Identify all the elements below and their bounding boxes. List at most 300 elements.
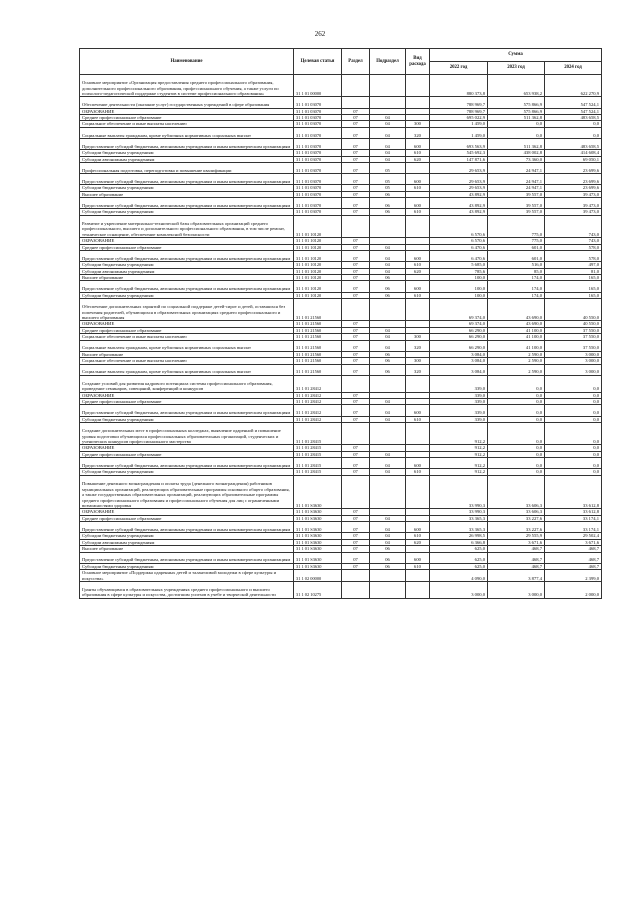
row-section-cell: 07 — [342, 392, 370, 398]
table-row — [80, 174, 602, 185]
row-value-2023-cell: 2 590,0 — [488, 358, 545, 364]
row-name-cell: Субсидии автономным учреждениям — [80, 539, 294, 545]
row-value-2024-cell: 37 550,0 — [545, 327, 602, 333]
table-row — [80, 340, 602, 351]
row-value-2024-cell: 0,0 — [545, 458, 602, 469]
row-expense-type-cell: 610 — [406, 416, 430, 422]
row-value-2024-cell: 578,0 — [545, 250, 602, 261]
row-subsection-cell: 04 — [370, 250, 406, 261]
row-section-cell: 07 — [342, 340, 370, 351]
row-expense-type-cell: 600 — [406, 552, 430, 563]
row-value-2022-cell: 26 998,5 — [430, 533, 488, 539]
row-expense-type-cell: 610 — [406, 469, 430, 475]
row-value-2022-cell: 912,2 — [430, 469, 488, 475]
row-name-cell: Предоставление субсидий бюджетным, автономным учреждениям и иным некоммерческим организациям — [80, 198, 294, 209]
row-target-cell: 31 1 01 10120 — [294, 262, 342, 268]
row-target-cell: 31 1 01 28412 — [294, 398, 342, 404]
row-subsection-cell: 06 — [370, 358, 406, 364]
row-value-2022-cell: 6 470,6 — [430, 244, 488, 250]
table-row — [80, 215, 602, 237]
row-subsection-cell: 04 — [370, 268, 406, 274]
row-section-cell: 07 — [342, 321, 370, 327]
row-target-cell: 31 1 01 10120 — [294, 292, 342, 298]
row-value-2024-cell: 743,0 — [545, 215, 602, 237]
table-header — [80, 49, 602, 75]
table-row — [80, 127, 602, 138]
row-value-2024-cell: 29 502,4 — [545, 533, 602, 539]
row-value-2023-cell: 653 938,2 — [488, 75, 545, 97]
row-name-cell: Развитие и укрепление материально-технической базы образовательных организаций среднего профессионального, высшего и дополнительного профессионального образования, в том числе ремонт, техническое оснащение, обеспечение комплексной безопасности — [80, 215, 294, 237]
row-subsection-cell: 04 — [370, 539, 406, 545]
row-value-2022-cell: 33 990,3 — [430, 475, 488, 509]
row-name-cell: Среднее профессиональное образование — [80, 398, 294, 404]
row-expense-type-cell — [406, 75, 430, 97]
row-value-2024-cell: 497,0 — [545, 262, 602, 268]
row-target-cell: 31 1 01 03070 — [294, 138, 342, 149]
row-value-2024-cell: 23 699,6 — [545, 185, 602, 191]
row-name-cell: ОБРАЗОВАНИЕ — [80, 509, 294, 515]
row-subsection-cell: 04 — [370, 398, 406, 404]
row-target-cell: 31 1 01 03070 — [294, 97, 342, 108]
row-section-cell: 07 — [342, 398, 370, 404]
row-target-cell: 31 1 01 03070 — [294, 191, 342, 197]
row-value-2023-cell: 174,0 — [488, 274, 545, 280]
row-value-2023-cell: 2 590,0 — [488, 351, 545, 357]
row-expense-type-cell — [406, 215, 430, 237]
row-value-2022-cell: 545 692,3 — [430, 150, 488, 156]
row-target-cell: 31 1 01 03070 — [294, 198, 342, 209]
row-value-2023-cell: 24 947,1 — [488, 174, 545, 185]
row-expense-type-cell: 620 — [406, 539, 430, 545]
row-name-cell: Социальное обеспечение и иные выплаты населению — [80, 358, 294, 364]
row-section-cell: 07 — [342, 156, 370, 162]
row-target-cell: 31 1 01 28415 — [294, 422, 342, 444]
row-target-cell: 31 1 01 21560 — [294, 351, 342, 357]
row-value-2023-cell: 43 690,0 — [488, 298, 545, 320]
row-subsection-cell: 06 — [370, 274, 406, 280]
row-value-2024-cell: 0,0 — [545, 451, 602, 457]
row-expense-type-cell — [406, 475, 430, 509]
table-row — [80, 298, 602, 320]
row-section-cell: 07 — [342, 121, 370, 127]
row-section-cell: 07 — [342, 509, 370, 515]
table-row — [80, 458, 602, 469]
row-expense-type-cell: 300 — [406, 334, 430, 340]
table-row — [80, 552, 602, 563]
row-section-cell — [342, 475, 370, 509]
row-subsection-cell — [370, 570, 406, 582]
row-name-cell: Среднее профессиональное образование — [80, 515, 294, 521]
row-name-cell: ОБРАЗОВАНИЕ — [80, 108, 294, 114]
row-value-2024-cell: 3 000,0 — [545, 351, 602, 357]
row-expense-type-cell — [406, 298, 430, 320]
table-row — [80, 162, 602, 173]
row-expense-type-cell: 610 — [406, 292, 430, 298]
row-section-cell: 07 — [342, 451, 370, 457]
row-target-cell: 31 1 01 03070 — [294, 108, 342, 114]
row-target-cell: 31 1 01 21560 — [294, 364, 342, 375]
row-value-2022-cell: 6 470,6 — [430, 250, 488, 261]
row-value-2022-cell: 625,0 — [430, 546, 488, 552]
row-value-2023-cell: 3 000,0 — [488, 581, 545, 598]
row-value-2022-cell: 66 290,0 — [430, 340, 488, 351]
row-subsection-cell: 04 — [370, 327, 406, 333]
row-subsection-cell: 05 — [370, 174, 406, 185]
row-value-2023-cell: 0,0 — [488, 121, 545, 127]
row-value-2024-cell: 39 473,0 — [545, 198, 602, 209]
row-subsection-cell: 04 — [370, 244, 406, 250]
row-value-2024-cell: 39 473,0 — [545, 191, 602, 197]
row-value-2024-cell: 3 000,0 — [545, 364, 602, 375]
row-value-2024-cell: 3 000,0 — [545, 358, 602, 364]
row-section-cell — [342, 75, 370, 97]
row-subsection-cell: 04 — [370, 138, 406, 149]
row-subsection-cell: 06 — [370, 552, 406, 563]
row-value-2023-cell: 0,0 — [488, 405, 545, 416]
row-section-cell: 07 — [342, 458, 370, 469]
row-expense-type-cell: 620 — [406, 268, 430, 274]
row-value-2022-cell: 3 084,0 — [430, 358, 488, 364]
row-section-cell — [342, 570, 370, 582]
row-name-cell: Основное мероприятие «Организация предоставления среднего профессионального образования, дополнительного профессионального образования, профессионального обучения, а также услуги по психолого-педагогической поддержке студентов в системе профессионального образования» — [80, 75, 294, 97]
row-name-cell: Предоставление субсидий бюджетным, автономным учреждениям и иным некоммерческим организациям — [80, 405, 294, 416]
row-value-2022-cell: 100,0 — [430, 274, 488, 280]
row-subsection-cell: 04 — [370, 114, 406, 120]
row-value-2024-cell: 0,0 — [545, 445, 602, 451]
row-name-cell: Социальные выплаты гражданам, кроме публичных нормативных социальных выплат — [80, 127, 294, 138]
row-expense-type-cell — [406, 162, 430, 173]
row-section-cell: 07 — [342, 563, 370, 569]
row-name-cell: Высшее образование — [80, 351, 294, 357]
row-value-2024-cell: 578,0 — [545, 244, 602, 250]
row-value-2024-cell: 23 699,6 — [545, 174, 602, 185]
row-value-2023-cell: 29 555,9 — [488, 533, 545, 539]
col-target-header: Целевая статья — [294, 49, 342, 75]
row-value-2023-cell: 0,0 — [488, 398, 545, 404]
row-value-2024-cell: 0,0 — [545, 422, 602, 444]
row-target-cell: 31 1 02 10275 — [294, 581, 342, 598]
row-target-cell: 31 1 01 03070 — [294, 162, 342, 173]
row-value-2023-cell: 2 590,0 — [488, 364, 545, 375]
row-subsection-cell — [370, 298, 406, 320]
row-name-cell: Предоставление субсидий бюджетным, автономным учреждениям и иным некоммерческим организациям — [80, 250, 294, 261]
row-value-2024-cell: 165,0 — [545, 292, 602, 298]
row-target-cell: 31 1 01 21560 — [294, 358, 342, 364]
row-expense-type-cell: 600 — [406, 138, 430, 149]
row-section-cell: 07 — [342, 445, 370, 451]
col-year-2023-header: 2023 год — [488, 62, 545, 75]
row-name-cell: Высшее образование — [80, 191, 294, 197]
row-value-2024-cell: 0,0 — [545, 127, 602, 138]
row-value-2023-cell: 0,0 — [488, 445, 545, 451]
row-subsection-cell: 04 — [370, 121, 406, 127]
row-value-2022-cell: 33 990,3 — [430, 509, 488, 515]
row-target-cell: 31 1 01 03070 — [294, 156, 342, 162]
row-value-2022-cell: 33 365,3 — [430, 515, 488, 521]
row-expense-type-cell: 300 — [406, 121, 430, 127]
row-value-2023-cell: 39 557,0 — [488, 209, 545, 215]
row-value-2024-cell: 0,0 — [545, 405, 602, 416]
row-value-2024-cell: 483 658,5 — [545, 138, 602, 149]
row-subsection-cell: 06 — [370, 209, 406, 215]
row-subsection-cell — [370, 422, 406, 444]
row-target-cell: 31 1 01 21560 — [294, 298, 342, 320]
row-expense-type-cell: 600 — [406, 458, 430, 469]
row-target-cell: 31 1 01 10120 — [294, 215, 342, 237]
row-value-2022-cell: 339,0 — [430, 398, 488, 404]
row-value-2023-cell: 601,0 — [488, 244, 545, 250]
row-expense-type-cell — [406, 422, 430, 444]
row-target-cell: 31 1 01 S3630 — [294, 552, 342, 563]
row-subsection-cell: 04 — [370, 451, 406, 457]
row-section-cell: 07 — [342, 533, 370, 539]
row-target-cell: 31 1 01 10120 — [294, 268, 342, 274]
row-value-2022-cell: 788 969,7 — [430, 97, 488, 108]
page-number: 262 — [314, 30, 326, 38]
row-subsection-cell: 04 — [370, 458, 406, 469]
row-target-cell: 31 1 01 03070 — [294, 150, 342, 156]
row-target-cell: 31 1 01 28412 — [294, 416, 342, 422]
table-row — [80, 97, 602, 108]
row-name-cell: Субсидии бюджетным учреждениям — [80, 209, 294, 215]
row-value-2024-cell: 3 671,6 — [545, 539, 602, 545]
row-value-2023-cell: 438 002,8 — [488, 150, 545, 156]
row-section-cell: 07 — [342, 150, 370, 156]
row-name-cell: Предоставление субсидий бюджетным, автономным учреждениям и иным некоммерческим организациям — [80, 174, 294, 185]
row-section-cell: 07 — [342, 162, 370, 173]
row-value-2022-cell: 339,0 — [430, 416, 488, 422]
row-section-cell: 07 — [342, 268, 370, 274]
row-value-2024-cell: 33 174,1 — [545, 515, 602, 521]
row-value-2022-cell: 3 084,0 — [430, 364, 488, 375]
col-section-header: Раздел — [342, 49, 370, 75]
row-section-cell: 07 — [342, 405, 370, 416]
row-section-cell: 07 — [342, 292, 370, 298]
row-target-cell: 31 1 01 S3630 — [294, 533, 342, 539]
row-subsection-cell: 04 — [370, 156, 406, 162]
table-row — [80, 522, 602, 533]
row-value-2023-cell: 0,0 — [488, 469, 545, 475]
row-value-2023-cell: 73 360,0 — [488, 156, 545, 162]
row-section-cell: 07 — [342, 274, 370, 280]
row-section-cell: 07 — [342, 546, 370, 552]
row-subsection-cell: 06 — [370, 546, 406, 552]
row-value-2023-cell: 43 690,0 — [488, 321, 545, 327]
table-row — [80, 422, 602, 444]
row-expense-type-cell: 610 — [406, 150, 430, 156]
row-target-cell: 31 1 01 03070 — [294, 185, 342, 191]
row-subsection-cell — [370, 375, 406, 392]
row-name-cell: Предоставление субсидий бюджетным, автономным учреждениям и иным некоммерческим организациям — [80, 522, 294, 533]
row-value-2023-cell: 39 557,0 — [488, 191, 545, 197]
row-section-cell: 07 — [342, 250, 370, 261]
row-target-cell: 31 1 01 S3630 — [294, 546, 342, 552]
row-value-2024-cell: 39 473,0 — [545, 209, 602, 215]
row-subsection-cell: 04 — [370, 262, 406, 268]
row-value-2024-cell: 23 699,6 — [545, 162, 602, 173]
row-value-2022-cell: 3 000,0 — [430, 581, 488, 598]
table-row — [80, 570, 602, 582]
row-value-2024-cell: 0,0 — [545, 416, 602, 422]
row-value-2022-cell: 29 653,9 — [430, 185, 488, 191]
row-value-2022-cell: 43 892,9 — [430, 198, 488, 209]
row-value-2023-cell: 24 947,1 — [488, 185, 545, 191]
row-value-2022-cell: 4 090,0 — [430, 570, 488, 582]
row-target-cell: 31 1 01 S3630 — [294, 563, 342, 569]
row-name-cell: Субсидии бюджетным учреждениям — [80, 292, 294, 298]
row-expense-type-cell — [406, 570, 430, 582]
row-value-2022-cell: 147 871,6 — [430, 156, 488, 162]
row-value-2022-cell: 5 685,0 — [430, 262, 488, 268]
row-name-cell: Обеспечение дополнительных гарантий по социальной поддержке детей-сирот и детей, оставшихся без попечения родителей, обучающихся в образовательных организациях среднего профессионального и высшего образования — [80, 298, 294, 320]
table-row — [80, 75, 602, 97]
row-name-cell: ОБРАЗОВАНИЕ — [80, 392, 294, 398]
row-target-cell: 31 1 01 S3630 — [294, 475, 342, 509]
row-value-2022-cell: 339,0 — [430, 375, 488, 392]
row-section-cell: 07 — [342, 108, 370, 114]
row-target-cell: 31 1 01 S3630 — [294, 515, 342, 521]
row-value-2023-cell: 0,0 — [488, 375, 545, 392]
row-section-cell: 07 — [342, 198, 370, 209]
row-expense-type-cell: 610 — [406, 185, 430, 191]
table-row — [80, 581, 602, 598]
row-value-2022-cell: 912,2 — [430, 451, 488, 457]
row-value-2023-cell: 33 606,3 — [488, 475, 545, 509]
row-subsection-cell: 06 — [370, 351, 406, 357]
row-target-cell: 31 1 01 21560 — [294, 321, 342, 327]
row-value-2023-cell: 174,0 — [488, 292, 545, 298]
row-name-cell: Профессиональная подготовка, переподготовка и повышение квалификации — [80, 162, 294, 173]
row-section-cell: 07 — [342, 281, 370, 292]
row-name-cell: Социальное обеспечение и иные выплаты населению — [80, 121, 294, 127]
row-value-2023-cell: 41 100,0 — [488, 334, 545, 340]
row-target-cell: 31 1 01 21560 — [294, 334, 342, 340]
row-name-cell: Субсидии автономным учреждениям — [80, 268, 294, 274]
row-value-2023-cell: 41 100,0 — [488, 327, 545, 333]
row-section-cell: 07 — [342, 174, 370, 185]
row-value-2023-cell: 24 947,1 — [488, 162, 545, 173]
row-target-cell: 31 1 01 10120 — [294, 281, 342, 292]
row-value-2022-cell: 912,2 — [430, 458, 488, 469]
row-subsection-cell — [370, 475, 406, 509]
row-expense-type-cell: 610 — [406, 563, 430, 569]
row-section-cell: 07 — [342, 469, 370, 475]
row-value-2023-cell: 33 227,6 — [488, 515, 545, 521]
row-expense-type-cell: 600 — [406, 405, 430, 416]
row-target-cell: 31 1 01 03070 — [294, 209, 342, 215]
row-value-2022-cell: 69 374,0 — [430, 321, 488, 327]
col-year-2024-header: 2024 год — [545, 62, 602, 75]
row-expense-type-cell: 610 — [406, 262, 430, 268]
row-section-cell: 07 — [342, 552, 370, 563]
row-subsection-cell: 06 — [370, 292, 406, 298]
row-target-cell: 31 1 01 28415 — [294, 451, 342, 457]
col-name-header: Наименование — [80, 49, 294, 75]
row-name-cell: ОБРАЗОВАНИЕ — [80, 321, 294, 327]
row-target-cell: 31 1 01 28412 — [294, 392, 342, 398]
row-value-2022-cell: 625,0 — [430, 563, 488, 569]
row-expense-type-cell: 300 — [406, 358, 430, 364]
row-expense-type-cell: 600 — [406, 281, 430, 292]
row-value-2022-cell: 6 570,6 — [430, 238, 488, 244]
row-name-cell: Высшее образование — [80, 546, 294, 552]
row-value-2022-cell: 6 366,8 — [430, 539, 488, 545]
row-value-2023-cell: 0,0 — [488, 392, 545, 398]
row-value-2022-cell: 912,2 — [430, 422, 488, 444]
row-value-2024-cell: 547 524,1 — [545, 97, 602, 108]
row-value-2024-cell: 165,0 — [545, 281, 602, 292]
col-sum-header: Сумма — [430, 49, 602, 62]
row-target-cell: 31 1 01 28415 — [294, 469, 342, 475]
row-value-2023-cell: 41 100,0 — [488, 340, 545, 351]
row-target-cell: 31 1 01 28412 — [294, 375, 342, 392]
row-value-2024-cell: 33 612,8 — [545, 475, 602, 509]
row-expense-type-cell — [406, 581, 430, 598]
row-value-2022-cell: 43 892,9 — [430, 209, 488, 215]
row-section-cell: 07 — [342, 185, 370, 191]
row-target-cell: 31 1 01 21560 — [294, 340, 342, 351]
row-expense-type-cell — [406, 375, 430, 392]
row-expense-type-cell: 610 — [406, 533, 430, 539]
table-row — [80, 198, 602, 209]
row-section-cell: 07 — [342, 522, 370, 533]
row-value-2023-cell: 468,7 — [488, 552, 545, 563]
row-section-cell — [342, 215, 370, 237]
row-section-cell: 07 — [342, 416, 370, 422]
row-target-cell: 31 1 01 03070 — [294, 174, 342, 185]
row-target-cell: 31 1 01 S3630 — [294, 522, 342, 533]
row-subsection-cell: 04 — [370, 127, 406, 138]
row-value-2024-cell: 483 658,5 — [545, 114, 602, 120]
row-name-cell: Субсидии бюджетным учреждениям — [80, 533, 294, 539]
row-name-cell: Среднее профессиональное образование — [80, 451, 294, 457]
row-subsection-cell: 04 — [370, 416, 406, 422]
table-row — [80, 281, 602, 292]
row-value-2022-cell: 785,6 — [430, 268, 488, 274]
row-value-2022-cell: 788 969,7 — [430, 108, 488, 114]
row-value-2024-cell: 468,7 — [545, 563, 602, 569]
row-section-cell — [342, 298, 370, 320]
row-value-2022-cell: 33 365,3 — [430, 522, 488, 533]
row-subsection-cell: 04 — [370, 334, 406, 340]
row-subsection-cell: 06 — [370, 198, 406, 209]
row-target-cell: 31 1 01 03070 — [294, 127, 342, 138]
row-name-cell: Субсидии бюджетным учреждениям — [80, 150, 294, 156]
row-value-2024-cell: 33 612,8 — [545, 509, 602, 515]
row-value-2024-cell: 37 550,0 — [545, 334, 602, 340]
row-subsection-cell: 04 — [370, 522, 406, 533]
row-value-2022-cell: 100,0 — [430, 281, 488, 292]
row-value-2023-cell: 33 606,3 — [488, 509, 545, 515]
row-target-cell: 31 1 01 00000 — [294, 75, 342, 97]
col-subsection-header: Подраздел — [370, 49, 406, 75]
row-value-2022-cell: 66 290,0 — [430, 334, 488, 340]
row-value-2022-cell: 66 290,0 — [430, 327, 488, 333]
row-name-cell: Предоставление субсидий бюджетным, автономным учреждениям и иным некоммерческим организациям — [80, 138, 294, 149]
row-expense-type-cell: 320 — [406, 364, 430, 375]
row-name-cell: Создание условий для развития кадрового потенциала системы профессионального образования, проведение семинаров, совещаний, конференций и конкурсов — [80, 375, 294, 392]
row-name-cell: ОБРАЗОВАНИЕ — [80, 445, 294, 451]
row-section-cell: 07 — [342, 364, 370, 375]
row-name-cell: Субсидии бюджетным учреждениям — [80, 469, 294, 475]
row-value-2023-cell: 775,0 — [488, 215, 545, 237]
table-row — [80, 364, 602, 375]
row-target-cell: 31 1 01 10120 — [294, 250, 342, 261]
row-value-2023-cell: 0,0 — [488, 451, 545, 457]
row-name-cell: Среднее профессиональное образование — [80, 114, 294, 120]
row-section-cell: 07 — [342, 209, 370, 215]
row-subsection-cell: 04 — [370, 405, 406, 416]
